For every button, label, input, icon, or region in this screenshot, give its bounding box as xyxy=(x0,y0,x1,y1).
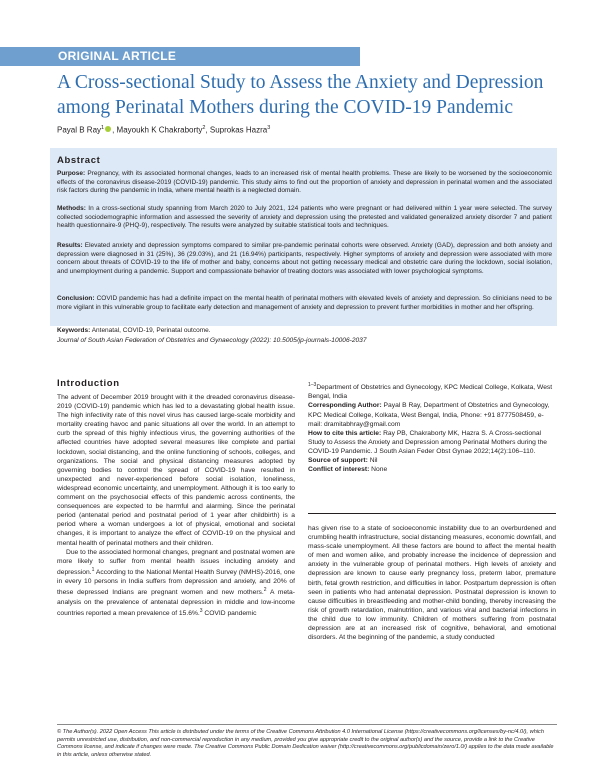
article-type-label: ORIGINAL ARTICLE xyxy=(58,49,177,63)
affiliation: $^{1-3}$Department of Obstetrics and Gynecology, KPC Medical College, Kolkata, West Bengal, India xyxy=(308,382,553,401)
author-2: , Mayoukh K Chakraborty xyxy=(112,125,203,135)
abstract-purpose: Purpose: Pregnancy, with its associated hormonal changes, leads to an increased risk of mental health problems. These are likely to be worsened by the socioeconomic effects of the coronavirus disease-2019 (COVID-19) pandemic. This study aims to find out the proportion of anxiety and depression in perinatal women and the associated risk factors during the pandemic in India, where mental health is a neglected domain. xyxy=(57,170,552,195)
article-type-banner xyxy=(0,47,360,66)
metadata-divider xyxy=(308,513,556,514)
article-title: A Cross-sectional Study to Assess the Anxiety and Depression among Perinatal Mothers during the COVID-19 Pandemic xyxy=(57,72,544,118)
abstract-methods: Methods: In a cross-sectional study spanning from March 2020 to July 2021, 124 patients who were pregnant or had delivered within 1 year were selected. The survey collected sociodemographic information and assessed the severity of anxiety and depression using the pretested and validated generalized anxiety disorder 7 and patient health questionnaire-9 (PHQ-9), respectively. The results were analyzed by suitable statistical tools and techniques. xyxy=(57,205,552,230)
abstract-heading: Abstract xyxy=(57,155,101,166)
conflict-of-interest: Conflict of interest: None xyxy=(308,466,388,474)
abstract-results: Results: Elevated anxiety and depression symptoms compared to similar pre-pandemic perinatal cohorts were observed. Anxiety (GAD), depression and both anxiety and depression were diagnosed in 31 (25%), 36 (29.03%), and 21 (16.94%) participants, respectively. Higher symptoms of anxiety and depression were associated with more concern about threats of COVID-19 to the life of mother and baby, concerns about not getting necessary medical and obstetric care during the lockdown, social isolation, and unemployment during a pandemic. Support and compassionate behavior of treating doctors was associated with lower psychological symptoms. xyxy=(57,242,552,275)
corresponding-author: Corresponding Author: Payal B Ray, Department of Obstetrics and Gynecology, KPC Medical College, Kolkata, West Bengal, India, Phone: +91 8777508459, e-mail: dramitabhray@gmail.com xyxy=(308,402,550,428)
abstract-conclusion: Conclusion: COVID pandemic has had a definite impact on the mental health of perinatal mothers with elevated levels of anxiety and depression. So clinicians need to be more vigilant in this vulnerable group to facilitate early detection and management of anxiety and depression to prevent further morbidities in mother and her offspring. xyxy=(57,295,553,311)
intro-left-column xyxy=(57,393,295,618)
intro-paragraph-1: The advent of December 2019 brought with it the dreaded coronavirus disease-2019 (COVID-19) pandemic which has led to a devastating global health issue. The high infectivity rate of this novel virus has caused large-scale morbidity and mortality creating havoc and panic situations all over the world. In an attempt to curb the spread of this highly infectious virus, the governing authorities of the affected countries have adopted several measures like complete and partial lockdown, social distancing, and the online functioning of schools, colleges, and organizations. The social and physical distancing measures adopted by governing bodies to control the spread of COVID-19 have resulted in unexpected and never-experienced before social isolation, loneliness, widespread economic uncertainty, and unemployment. Although it is too early to comment on the psychosocial effects of this pandemic across continents, the consequences are expected to be harmful and alarming. Since the perinatal period (antenatal period and postnatal period of 1 year after childbirth) is a period where a woman undergoes a lot of physical, emotional and societal changes, it is important to analyze the effect of COVID-19 on the physical and mental health of perinatal mothers and their children. xyxy=(57,394,295,547)
journal-citation: Journal of South Asian Federation of Obstetrics and Gynaecology (2022): 10.5005/jp-journals-10006-2037 xyxy=(57,337,367,344)
intro-paragraph-2: Due to the associated hormonal changes, pregnant and postnatal women are more likely to suffer from mental health issues including anxiety and depression.$^1$ According to the National Mental Health Survey (NMHS)-2016, one in every 10 persons in India suffers from depression and anxiety, and 20% of these depressed Indians are pregnant women and new mothers.$^2$ A meta-analysis on the prevalence of antenatal depression in middle and low-income countries reported a mean prevalence of 15.6%.$^3$ COVID pandemic xyxy=(57,548,295,617)
orcid-icon[interactable] xyxy=(105,126,111,132)
author-1: Payal B Ray xyxy=(57,125,102,135)
author-3: , Suprokas Hazra xyxy=(205,125,268,135)
author-list: Payal B Ray$^1$ , Mayoukh K Chakraborty$^2$, Suprokas Hazra$^3$ xyxy=(57,125,271,135)
introduction-heading: Introduction xyxy=(57,378,120,389)
abstract-keywords: Keywords: Antenatal, COVID-19, Perinatal outcome. xyxy=(57,327,211,334)
article-metadata xyxy=(308,381,556,474)
intro-right-column xyxy=(308,524,556,642)
license-footer: © The Author(s). 2022 Open Access This article is distributed under the terms of the Creative Commons Attribution 4.0 International License (https://creativecommons.org/licenses/by-nc/4.0/), which permits unrestricted use, distribution, and non-commercial reproduction in any medium, provided you give appropriate credit to the original author(s) and the source, provide a link to the Creative Commons license, and indicate if changes were made. The Creative Commons Public Domain Dedication waiver (http://creativecommons.org/publicdomain/zero/1.0/) applies to the data made available in this article, unless otherwise stated. xyxy=(57,729,554,758)
footer-divider xyxy=(57,724,557,725)
source-of-support: Source of support: Nil xyxy=(308,456,378,464)
intro-paragraph-continued: has given rise to a state of socioeconomic instability due to an overburdened and crumbling health infrastructure, social distancing measures, economic downfall, and mass-scale unemployment. All these factors are bound to affect the mental health of men and women alike, and probably increase the incidence of depression and anxiety in the vulnerable group of perinatal mothers. High levels of anxiety and depression are known to cause early pregnancy loss, preterm labor, premature birth, fetal growth restriction, and difficulties in labor. Postpartum depression is often seen in patients who had antenatal depression. Postnatal depression is known to cause difficulties in breastfeeding and mother-child bonding, thereby increasing the risk of growth retardation, malnutrition, and various viral and bacterial infections in the child due to low immunity. Children of mothers suffering from postnatal depression are at an increased risk of cognitive, behavioral, and emotional disorders. At the beginning of the pandemic, a study conducted xyxy=(308,525,556,642)
how-to-cite: How to cite this article: Ray PB, Chakraborty MK, Hazra S. A Cross-sectional Study to Assess the Anxiety and Depression among Perinatal Mothers during the COVID-19 Pandemic. J South Asian Feder Obst Gynae 2022;14(2):106–110. xyxy=(308,429,548,455)
